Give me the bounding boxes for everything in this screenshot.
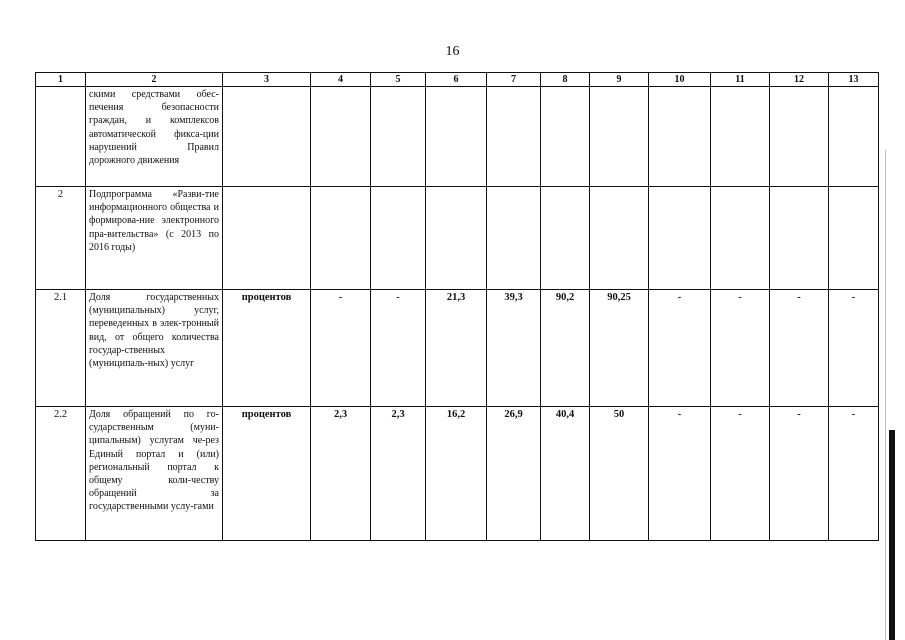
value-cell: 90,25 xyxy=(590,290,649,407)
table-row xyxy=(36,407,879,541)
value-cell xyxy=(770,87,829,187)
column-header: 9 xyxy=(590,73,649,87)
row-description: Подпрограмма «Разви-тие информационного общества и формирова-ние электронного пра-вительства» (с 2013 по 2016 годы) xyxy=(86,187,223,290)
value-cell xyxy=(426,187,487,290)
column-header: 5 xyxy=(371,73,426,87)
row-number: 2 xyxy=(36,187,86,290)
table-row xyxy=(36,87,879,187)
row-unit: процентов xyxy=(223,407,311,541)
column-header: 7 xyxy=(487,73,541,87)
column-header: 13 xyxy=(829,73,879,87)
value-cell: 26,9 xyxy=(487,407,541,541)
row-description: Доля обращений по го-сударственным (муни-ципальным) услугам че-рез Единый портал и (или) региональный портал к общему коли-честву обращений за государственными услу-гами xyxy=(86,407,223,541)
column-header: 10 xyxy=(649,73,711,87)
column-header: 3 xyxy=(223,73,311,87)
column-header: 1 xyxy=(36,73,86,87)
row-unit xyxy=(223,187,311,290)
value-cell: - xyxy=(829,407,879,541)
column-header: 4 xyxy=(311,73,371,87)
value-cell: 90,2 xyxy=(541,290,590,407)
value-cell: - xyxy=(711,407,770,541)
value-cell xyxy=(311,187,371,290)
value-cell xyxy=(649,187,711,290)
value-cell xyxy=(541,87,590,187)
value-cell xyxy=(711,87,770,187)
row-description: Доля государственных (муниципальных) услуг, переведенных в элек-тронный вид, от общего количества государ-ственных (муниципаль-ных) услуг xyxy=(86,290,223,407)
value-cell xyxy=(770,187,829,290)
value-cell xyxy=(711,187,770,290)
value-cell: 21,3 xyxy=(426,290,487,407)
value-cell xyxy=(541,187,590,290)
value-cell xyxy=(590,87,649,187)
value-cell xyxy=(829,187,879,290)
value-cell: - xyxy=(649,290,711,407)
indicators-table xyxy=(35,72,879,541)
value-cell: 2,3 xyxy=(371,407,426,541)
column-header: 8 xyxy=(541,73,590,87)
table-row xyxy=(36,290,879,407)
header-row xyxy=(36,73,879,87)
value-cell: - xyxy=(770,290,829,407)
value-cell xyxy=(371,187,426,290)
value-cell xyxy=(829,87,879,187)
value-cell: - xyxy=(770,407,829,541)
row-description: скими средствами обес-печения безопасности граждан, и комплексов автоматической фикса-ции нарушений Правил дорожного движения xyxy=(86,87,223,187)
scan-edge-line xyxy=(885,150,886,640)
row-unit xyxy=(223,87,311,187)
column-header: 11 xyxy=(711,73,770,87)
value-cell xyxy=(371,87,426,187)
table-row xyxy=(36,187,879,290)
scan-edge-bar xyxy=(889,430,895,640)
value-cell: - xyxy=(649,407,711,541)
value-cell: - xyxy=(711,290,770,407)
value-cell xyxy=(487,187,541,290)
row-number: 2.1 xyxy=(36,290,86,407)
value-cell xyxy=(487,87,541,187)
row-number xyxy=(36,87,86,187)
value-cell xyxy=(649,87,711,187)
value-cell xyxy=(426,87,487,187)
value-cell: 2,3 xyxy=(311,407,371,541)
column-header: 6 xyxy=(426,73,487,87)
value-cell: 40,4 xyxy=(541,407,590,541)
value-cell: - xyxy=(371,290,426,407)
value-cell xyxy=(311,87,371,187)
value-cell: - xyxy=(829,290,879,407)
value-cell: - xyxy=(311,290,371,407)
column-header: 2 xyxy=(86,73,223,87)
row-number: 2.2 xyxy=(36,407,86,541)
value-cell: 16,2 xyxy=(426,407,487,541)
row-unit: процентов xyxy=(223,290,311,407)
page-number: 16 xyxy=(445,44,460,59)
value-cell: 39,3 xyxy=(487,290,541,407)
column-header: 12 xyxy=(770,73,829,87)
value-cell xyxy=(590,187,649,290)
value-cell: 50 xyxy=(590,407,649,541)
